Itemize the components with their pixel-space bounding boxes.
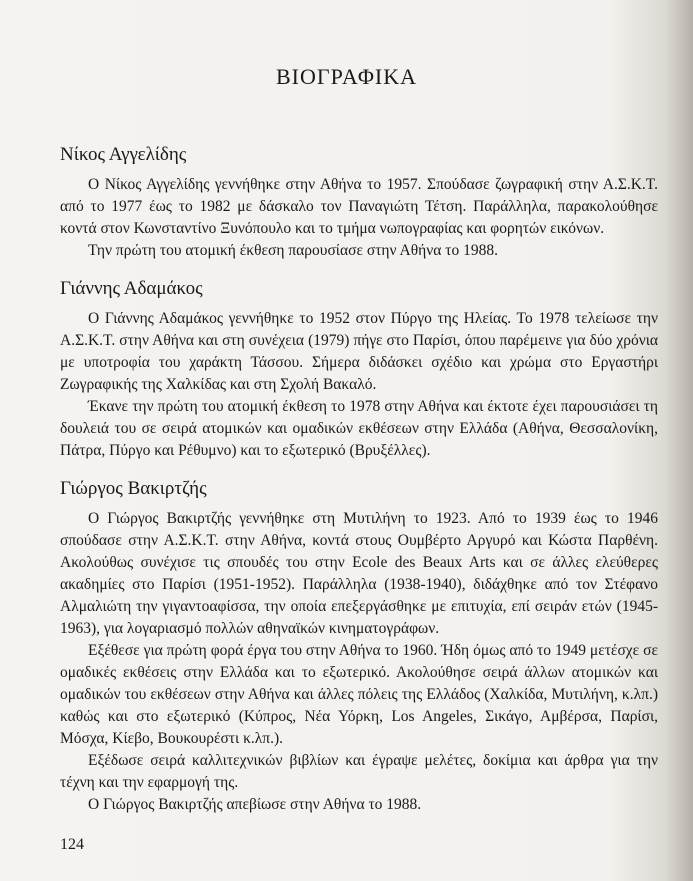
biography-section-vakirtzis xyxy=(60,476,658,816)
page-title: ΒΙΟΓΡΑΦΙΚΑ xyxy=(275,64,417,89)
biography-paragraph: Έκανε την πρώτη του ατομική έκθεση το 1978 στην Αθήνα και έκτοτε έχει παρουσιάσει τη δουλειά του σε σειρά ατομικών και ομαδικών εκθέσεων στην Ελλάδα (Αθήνα, Θεσσαλονίκη, Πάτρα, Πύργο και Ρέθυμνο) και το εξωτερικό (Βρυξέλλες). xyxy=(60,398,658,459)
artist-name: Γιώργος Βακιρτζής xyxy=(60,478,207,499)
biography-paragraph: Ο Γιάννης Αδαμάκος γεννήθηκε το 1952 στον Πύργο της Ηλείας. Το 1978 τελείωσε την Α.Σ.Κ.Τ. στην Αθήνα και στη συνέχεια (1979) πήγε στο Παρίσι, όπου παρέμεινε για δύο χρόνια με υποτροφία του χαράκτη Τάσσου. Σήμερα διδάσκει σχέδιο και χρώμα στο Εργαστήρι Ζωγραφικής της Χαλκίδας και στη Σχολή Βακαλό. xyxy=(60,310,658,393)
biography-paragraph: Ο Νίκος Αγγελίδης γεννήθηκε στην Αθήνα το 1957. Σπούδασε ζωγραφική στην Α.Σ.Κ.Τ. από το 1977 έως το 1982 με δάσκαλο τον Παναγιώτη Τέτση. Παράλληλα, παρακολούθησε κοντά στον Κωνσταντίνο Ξυνόπουλο και το τμήμα νωπογραφίας και φορητών εικόνων. xyxy=(60,176,658,237)
biographies-content xyxy=(60,142,658,830)
biography-section-aggelidis xyxy=(60,142,658,262)
page-number: 124 xyxy=(60,836,84,853)
artist-name: Γιάννης Αδαμάκος xyxy=(60,278,203,299)
artist-name: Νίκος Αγγελίδης xyxy=(60,144,187,165)
biography-paragraph: Την πρώτη του ατομική έκθεση παρουσίασε στην Αθήνα το 1988. xyxy=(88,242,499,259)
biography-paragraph: Ο Γιώργος Βακιρτζής γεννήθηκε στη Μυτιλήνη το 1923. Από το 1939 έως το 1946 σπούδασε στην Α.Σ.Κ.Τ. στην Αθήνα, κοντά στους Ουμβέρτο Αργυρό και Κώστα Παρθένη. Ακολούθως συνέχισε τις σπουδές του στην Ecole des Beaux Arts και σε άλλες ελεύθερες ακαδημίες στο Παρίσι (1951-1952). Παράλληλα (1938-1940), διδάχθηκε από τον Στέφανο Αλμαλιώτη την γιγαντοαφίσσα, την οποία επεξεργάσθηκε με επιτυχία, επί σειράν ετών (1945-1963), για λογαριασμό πολλών αθηναϊκών κινηματογράφων. xyxy=(60,510,658,637)
biography-paragraph: Εξέδωσε σειρά καλλιτεχνικών βιβλίων και έγραψε μελέτες, δοκίμια και άρθρα για την τέχνη και την εφαρμογή της. xyxy=(60,752,658,791)
biography-paragraph: Εξέθεσε για πρώτη φορά έργα του στην Αθήνα το 1960. Ήδη όμως από το 1949 μετέσχε σε ομαδικές εκθέσεις στην Ελλάδα και το εξωτερικό. Ακολούθησε σειρά άλλων ατομικών και ομαδικών του εκθέσεων στην Αθήνα και άλλες πόλεις της Ελλάδος (Χαλκίδα, Μυτιλήνη, κ.λπ.) καθώς και στο εξωτερικό (Κύπρος, Νέα Υόρκη, Los Angeles, Σικάγο, Αμβέρσα, Παρίσι, Μόσχα, Κίεβο, Βουκουρέστι κ.λπ.). xyxy=(60,642,658,747)
biography-section-adamakos xyxy=(60,276,658,462)
biography-paragraph: Ο Γιώργος Βακιρτζής απεβίωσε στην Αθήνα το 1988. xyxy=(88,796,422,813)
